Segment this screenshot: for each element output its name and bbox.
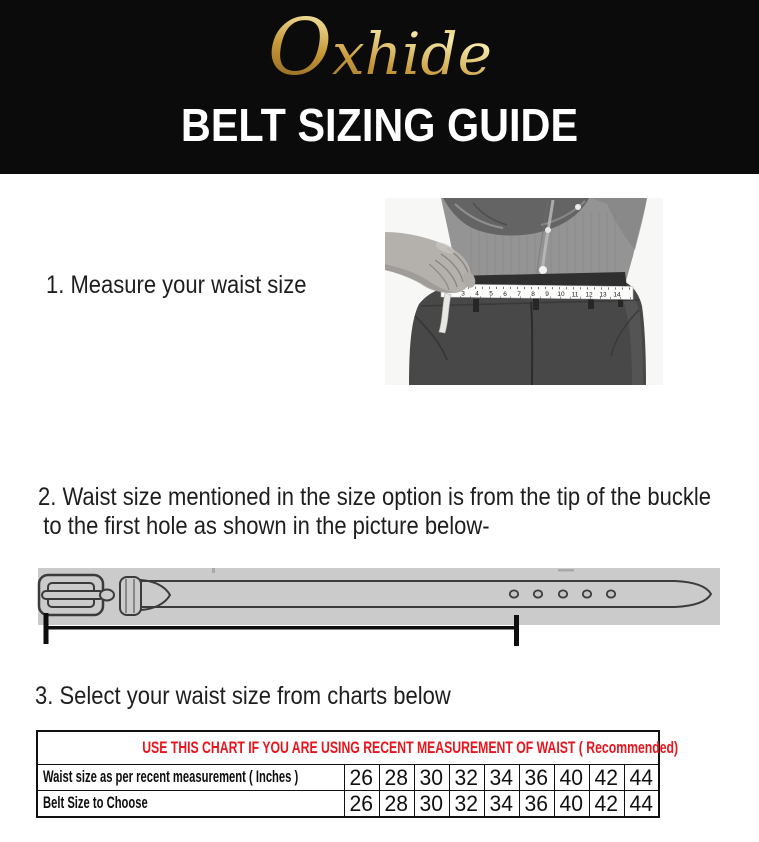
size-value-cell: 28 [379,791,414,818]
shirt-button [545,227,551,233]
step-2-line-2: to the first hole as shown in the picture below- [43,512,490,540]
step-3-instruction: 3. Select your waist size from charts below [35,682,451,710]
size-value-cell: 42 [589,765,624,791]
size-value-cell: 40 [554,791,589,818]
size-value-cell: 36 [519,791,554,818]
shirt-button [575,204,581,210]
size-value-cell: 26 [344,791,379,818]
belt-size-label-cell: Belt Size to Choose [37,791,344,818]
size-value-cell: 44 [624,791,659,818]
svg-text:13: 13 [599,291,607,299]
size-value-cell: 42 [589,791,624,818]
size-value-cell: 32 [449,791,484,818]
waist-size-row [37,765,659,791]
oxhide-logo [245,4,515,105]
svg-text:12: 12 [585,291,593,299]
belt-loop [533,297,539,310]
belt-loop [473,299,479,312]
svg-text:7: 7 [517,290,521,298]
size-value-cell: 40 [554,765,589,791]
belt-buckle [39,575,114,615]
size-value-cell: 30 [414,765,449,791]
size-value-cell: 34 [484,765,519,791]
chart-note-text: USE THIS CHART IF YOU ARE USING RECENT MEASUREMENT OF WAIST ( Recommended) [142,738,679,757]
size-value-cell: 30 [414,791,449,818]
step-2-line-1: 2. Waist size mentioned in the size option is from the tip of the buckle [38,483,711,511]
waist-size-label-cell: Waist size as per recent measurement ( Inches ) [37,765,344,791]
size-value-cell: 44 [624,765,659,791]
belt-size-row [37,791,659,818]
size-chart-table [36,730,679,818]
svg-text:4: 4 [475,290,479,298]
svg-text:6: 6 [503,290,507,298]
chart-note-cell [37,731,679,765]
svg-text:5: 5 [489,290,493,298]
step-2-instruction [38,483,711,541]
step-1-instruction: 1. Measure your waist size [46,271,307,299]
waist-measurement-photo [385,198,663,385]
belt-diagram [30,565,730,655]
size-value-cell: 32 [449,765,484,791]
size-value-cell: 26 [344,765,379,791]
page-title: BELT SIZING GUIDE [180,99,579,151]
size-value-cell: 34 [484,791,519,818]
svg-text:14: 14 [613,291,621,299]
size-value-cell: 28 [379,765,414,791]
shirt-button [539,266,547,274]
svg-text:8: 8 [531,291,535,298]
brand-logo-text: Oxhide [267,4,492,93]
svg-text:11: 11 [571,291,579,299]
header-banner [0,0,759,174]
size-value-cell: 36 [519,765,554,791]
svg-text:10: 10 [557,291,565,299]
svg-text:9: 9 [545,291,549,299]
chart-note-row [37,731,659,765]
svg-text:3: 3 [461,290,465,298]
